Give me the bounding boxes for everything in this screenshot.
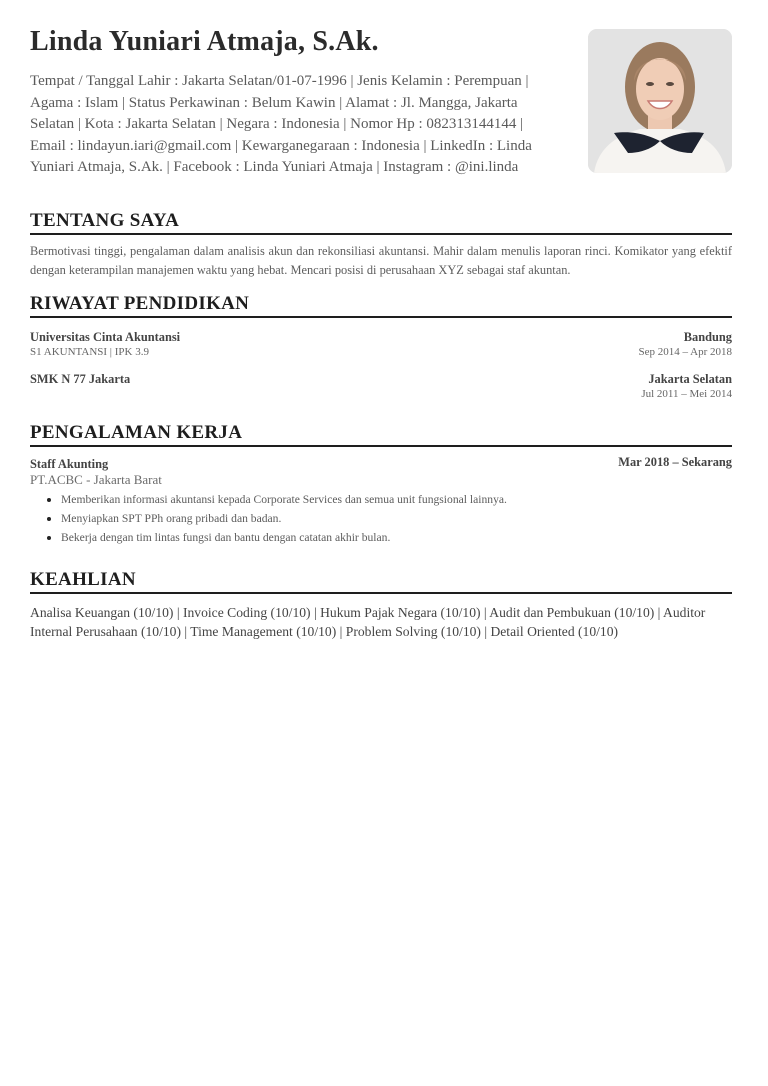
job-bullet-text: Menyiapkan SPT PPh orang pribadi dan badan. [61,512,282,525]
education-dates: Jul 2011 – Mei 2014 [641,388,732,400]
portrait-image-icon [588,29,732,173]
section-title-skills: KEAHLIAN [30,570,732,594]
education-school: Universitas Cinta Akuntansi [30,330,181,344]
contact-info: Tempat / Tanggal Lahir : Jakarta Selatan/01-07-1996 | Jenis Kelamin : Perempuan | Agama : Islam | Status Perkawinan : Belum Kawin | Alamat : Jl. Mangga, Jakarta Selatan | Kota : Jakarta Selatan | Negara : Indonesia | Nomor Hp : 082313144144 | Email : lindayun.iari@gmail.com | Kewarganegaraan : Indonesia | LinkedIn : Linda Yuniari Atmaja, S.Ak. | Facebook : Linda Yuniari Atmaja | Instagram : @ini.linda [30,73,532,176]
education-degree: S1 AKUNTANSI | IPK 3.9 [30,346,149,358]
job-bullet [30,528,732,547]
education-city: Jakarta Selatan [648,372,732,386]
profile-photo [588,29,732,173]
skills-list: Analisa Keuangan (10/10) | Invoice Coding (10/10) | Hukum Pajak Negara (10/10) | Audit dan Pembukuan (10/10) | Auditor Internal Perusahaan (10/10) | Time Management (10/10) | Problem Solving (10/10) | Detail Oriented (10/10) [30,605,706,639]
experience-item [30,457,732,547]
job-company: PT.ACBC - Jakarta Barat [30,472,162,487]
bullet-icon [47,498,51,502]
candidate-name: Linda Yuniari Atmaja, S.Ak. [30,26,379,57]
bullet-icon [47,536,51,540]
job-dates: Mar 2018 – Sekarang [618,455,732,469]
job-bullet [30,509,732,528]
job-bullet [30,490,732,509]
section-title-about: TENTANG SAYA [30,211,732,235]
job-position: Staff Akunting [30,457,109,471]
about-text: Bermotivasi tinggi, pengalaman dalam analisis akun dan rekonsiliasi akuntansi. Mahir dalam menulis laporan rinci. Komikator yang efektif dengan keterampilan manajemen waktu yang hebat. Mencari posisi di perusahaan XYZ sebagai staf akuntan. [30,244,732,277]
section-title-experience: PENGALAMAN KERJA [30,423,732,447]
education-city: Bandung [683,330,732,344]
job-bullet-text: Memberikan informasi akuntansi kepada Corporate Services dan semua unit fungsional lainnya. [61,493,507,506]
section-title-education: RIWAYAT PENDIDIKAN [30,294,732,318]
bullet-icon [47,517,51,521]
job-bullet-text: Bekerja dengan tim lintas fungsi dan bantu dengan catatan akhir bulan. [61,531,391,544]
education-dates: Sep 2014 – Apr 2018 [638,346,732,358]
education-school: SMK N 77 Jakarta [30,372,131,386]
job-responsibilities [30,490,732,547]
